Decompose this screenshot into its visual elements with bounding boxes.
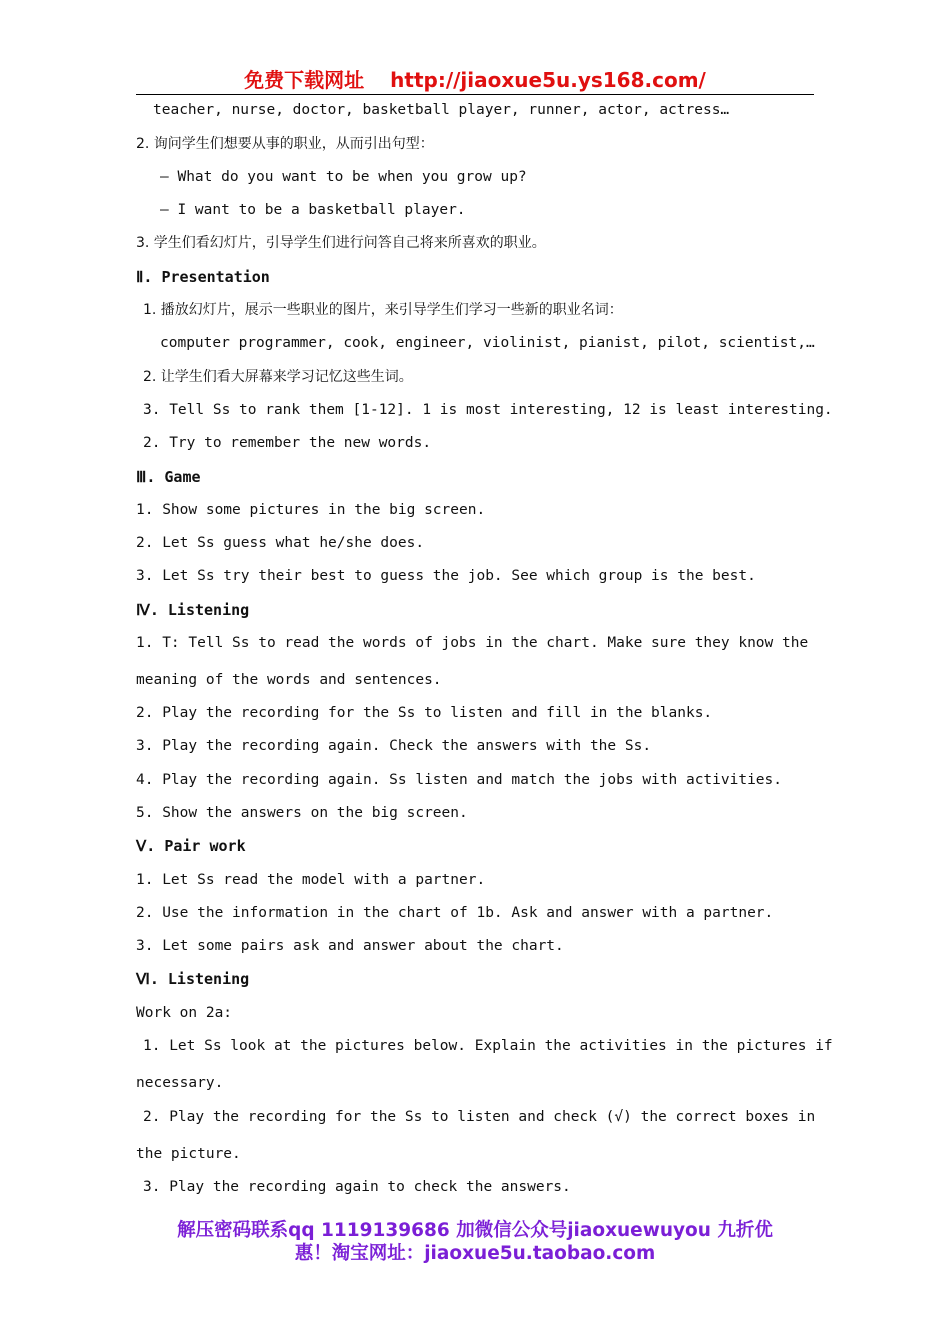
section-heading: Ⅴ. Pair work [136,837,246,855]
text-line: 2. Let Ss guess what he/she does. [136,535,425,551]
text-line: 2. 让学生们看大屏幕来学习记忆这些生词。 [143,369,413,385]
text-line: 3. 学生们看幻灯片，引导学生们进行问答自己将来所喜欢的职业。 [136,235,546,251]
text-line: 1. Show some pictures in the big screen. [136,502,486,518]
footer-line-1: 解压密码联系qq 1119139686 加微信公众号jiaoxuewuyou 九折优 [177,1220,773,1241]
text-line: 2. Use the information in the chart of 1b. Ask and answer with a partner. [136,905,774,921]
footer-line-2: 惠！淘宝网址：jiaoxue5u.taobao.com [294,1243,656,1264]
text-line: Work on 2a: [136,1005,233,1021]
text-line: the picture. [136,1146,241,1162]
text-line: 1. Let Ss read the model with a partner. [136,872,486,888]
text-line: 3. Play the recording again. Check the answers with the Ss. [136,738,652,754]
text-line: 2. Play the recording for the Ss to listen and fill in the blanks. [136,705,713,721]
text-line: necessary. [136,1075,224,1091]
section-heading: Ⅲ. Game [136,468,201,486]
text-line: 3. Play the recording again to check the answers. [143,1179,571,1195]
text-line: 5. Show the answers on the big screen. [136,805,468,821]
text-line: 2. Try to remember the new words. [143,435,432,451]
section-heading: Ⅱ. Presentation [136,268,270,286]
header-url-link[interactable]: http://jiaoxue5u.ys168.com/ [390,68,706,92]
text-line: — What do you want to be when you grow up? [160,169,527,185]
text-line: meaning of the words and sentences. [136,672,442,688]
section-heading: Ⅳ. Listening [136,601,250,619]
text-line: 2. 询问学生们想要从事的职业，从而引出句型： [136,136,434,152]
text-line: 2. Play the recording for the Ss to listen and check (√) the correct boxes in [143,1109,816,1125]
text-line: 4. Play the recording again. Ss listen and match the jobs with activities. [136,772,783,788]
text-line: 1. Let Ss look at the pictures below. Explain the activities in the pictures if [143,1038,833,1054]
text-line: teacher, nurse, doctor, basketball player, runner, actor, actress… [153,102,730,118]
page-footer [120,1219,830,1265]
text-line: 1. T: Tell Ss to read the words of jobs in the chart. Make sure they know the [136,635,809,651]
text-line: — I want to be a basketball player. [160,202,466,218]
header-site-label: 免费下载网址 [244,68,365,92]
text-line: 1. 播放幻灯片，展示一些职业的图片，来引导学生们学习一些新的职业名词： [143,302,623,318]
text-line: 3. Let Ss try their best to guess the job. See which group is the best. [136,568,756,584]
section-heading: Ⅵ. Listening [136,970,250,988]
text-line: computer programmer, cook, engineer, violinist, pianist, pilot, scientist,… [160,335,815,351]
text-line: 3. Let some pairs ask and answer about the chart. [136,938,564,954]
page-header [136,66,814,95]
text-line: 3. Tell Ss to rank them [1-12]. 1 is most interesting, 12 is least interesting. [143,402,833,418]
